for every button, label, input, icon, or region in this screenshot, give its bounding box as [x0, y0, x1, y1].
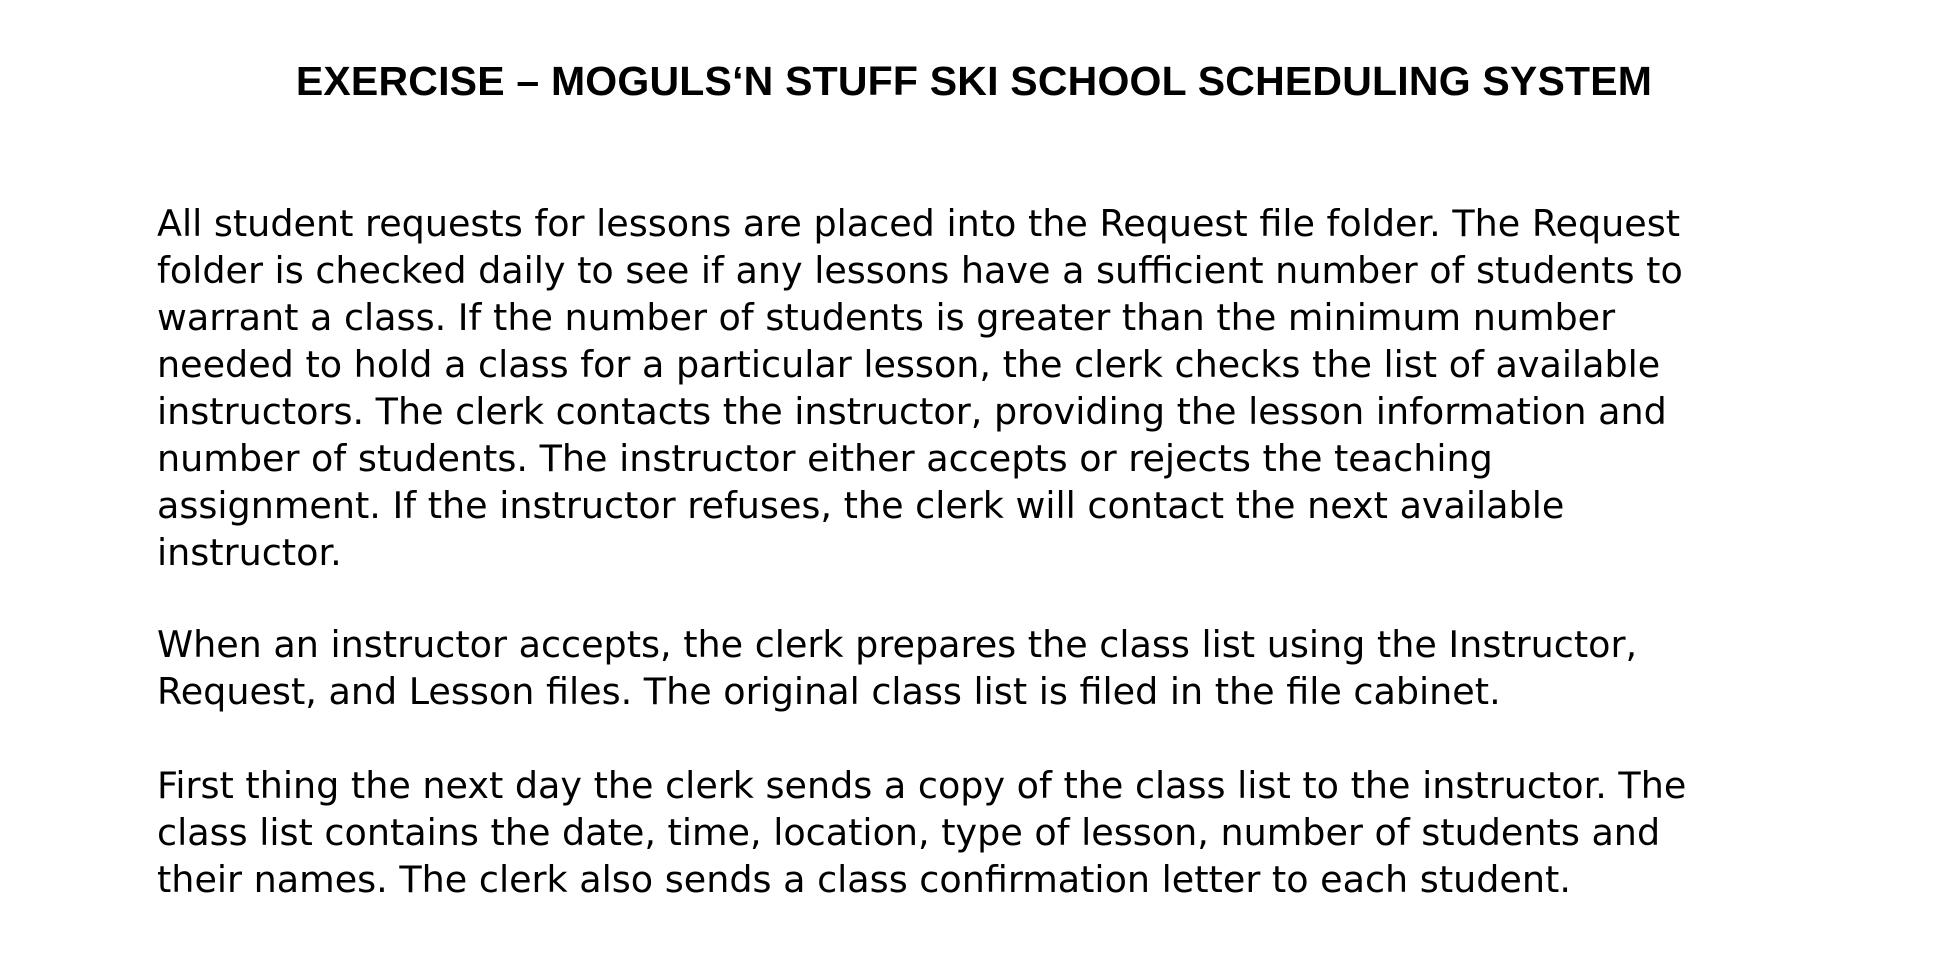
- paragraph-line: folder is checked daily to see if any lessons have a sufficient number of students to: [157, 249, 1683, 292]
- paragraph-line: When an instructor accepts, the clerk prepares the class list using the Instructor,: [157, 623, 1638, 666]
- paragraph-line: assignment. If the instructor refuses, the clerk will contact the next available: [157, 484, 1565, 527]
- document-title: EXERCISE – MOGULS‘N STUFF SKI SCHOOL SCHEDULING SYSTEM: [295, 58, 1653, 104]
- paragraph-line: number of students. The instructor either accepts or rejects the teaching: [157, 437, 1493, 480]
- paragraph-line: All student requests for lessons are placed into the Request file folder. The Request: [157, 202, 1681, 245]
- paragraph-line: warrant a class. If the number of students is greater than the minimum number: [157, 296, 1616, 339]
- paragraph-notification: [157, 762, 1797, 903]
- paragraph-line: their names. The clerk also sends a class confirmation letter to each student.: [157, 858, 1571, 901]
- paragraph-class-list: [157, 621, 1797, 715]
- paragraph-line: Request, and Lesson files. The original class list is filed in the file cabinet.: [157, 670, 1501, 713]
- paragraph-request-process: [157, 200, 1797, 576]
- paragraph-line: instructors. The clerk contacts the instructor, providing the lesson information and: [157, 390, 1667, 433]
- paragraph-line: instructor.: [157, 531, 342, 574]
- paragraph-line: class list contains the date, time, location, type of lesson, number of students and: [157, 811, 1661, 854]
- paragraph-line: First thing the next day the clerk sends a copy of the class list to the instructor. The: [157, 764, 1687, 807]
- paragraph-line: needed to hold a class for a particular lesson, the clerk checks the list of available: [157, 343, 1661, 386]
